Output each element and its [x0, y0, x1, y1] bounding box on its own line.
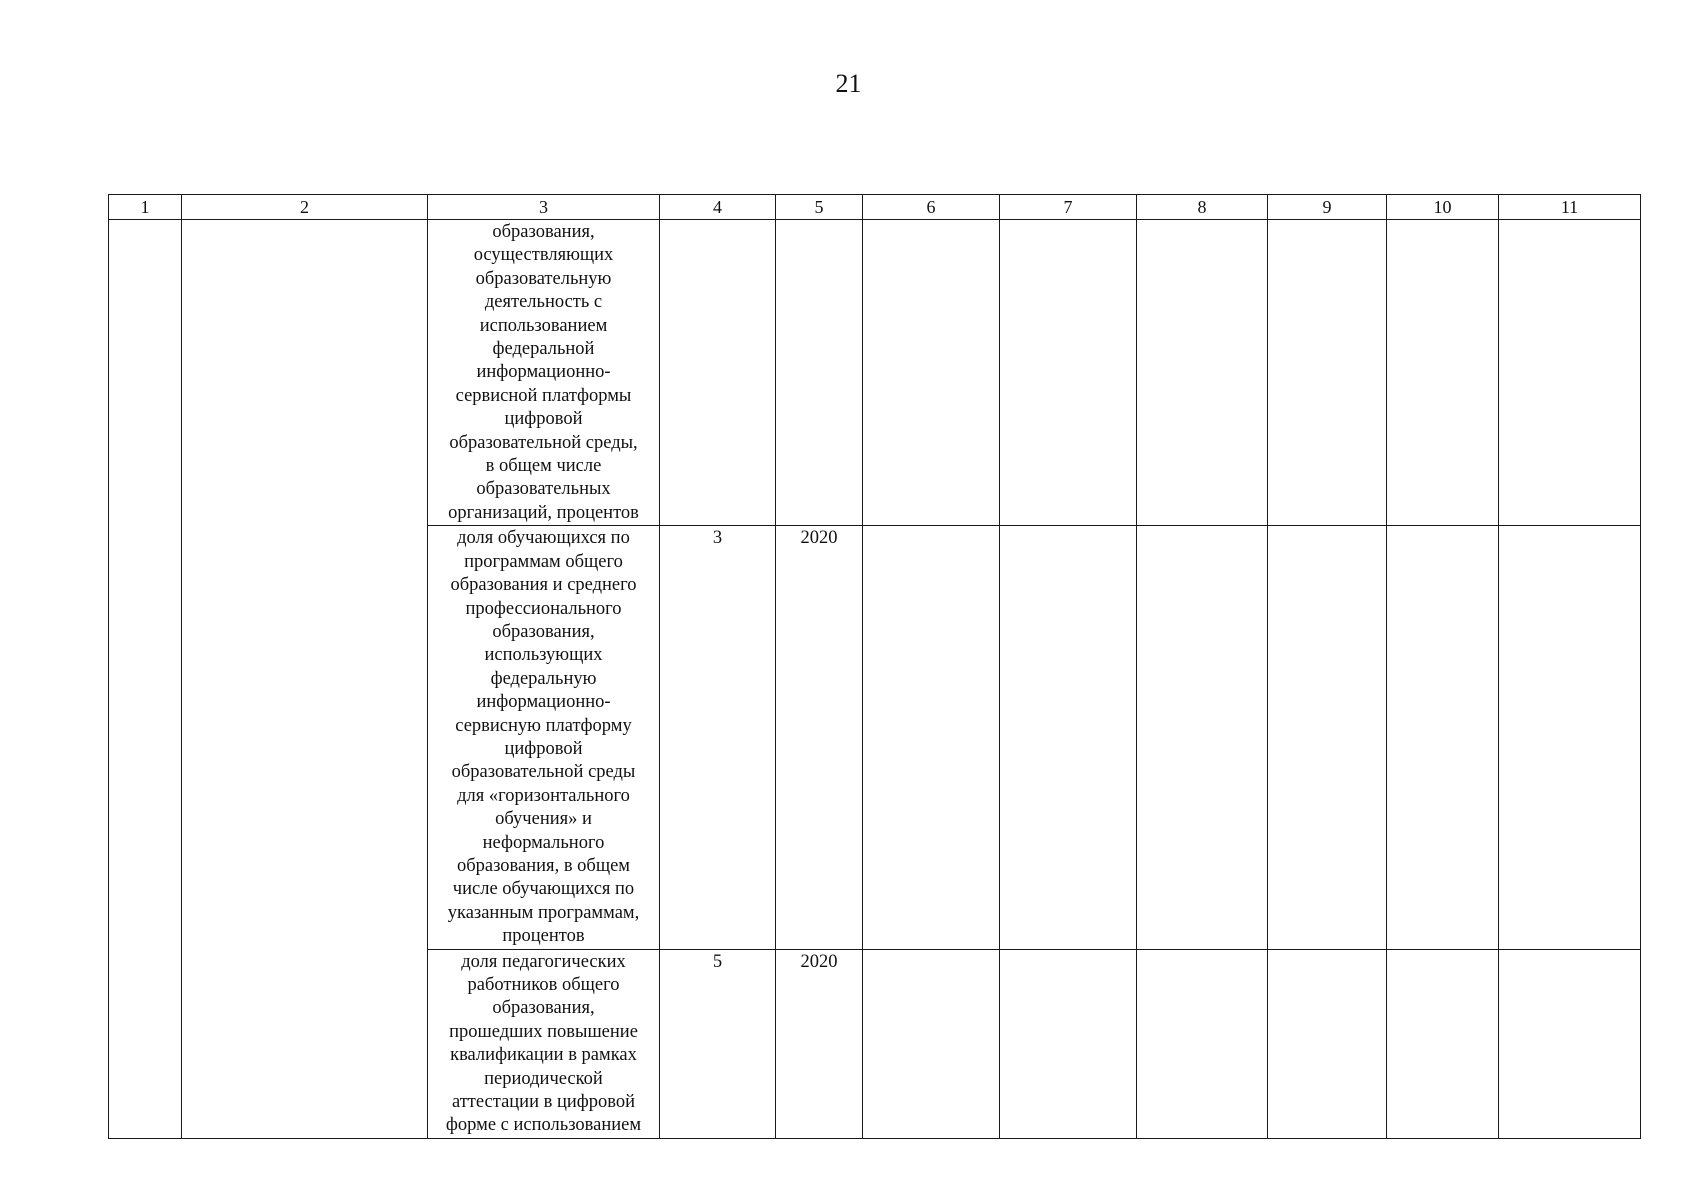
table-row [109, 220, 1641, 526]
cell-col8 [1137, 949, 1268, 1138]
cell-col4 [660, 220, 776, 526]
base-value-cell: 3 [660, 526, 776, 949]
column-header-11: 11 [1499, 195, 1641, 220]
cell-col9 [1268, 220, 1387, 526]
cell-col1 [109, 220, 182, 1139]
indicator-description: образования, осуществляющих образовательную деятельность с использованием федеральной информационно- сервисной платформы цифровой образовательной среды, в общем числе образовательных организаций, процентов [428, 220, 660, 526]
column-header-4: 4 [660, 195, 776, 220]
column-header-2: 2 [182, 195, 428, 220]
cell-col6 [863, 220, 1000, 526]
cell-col11 [1499, 526, 1641, 949]
column-header-3: 3 [428, 195, 660, 220]
cell-col8 [1137, 220, 1268, 526]
cell-col5 [776, 220, 863, 526]
column-number-row [109, 195, 1641, 220]
cell-col6 [863, 949, 1000, 1138]
base-year-cell: 2020 [776, 526, 863, 949]
column-header-6: 6 [863, 195, 1000, 220]
base-year-cell: 2020 [776, 949, 863, 1138]
cell-col10 [1387, 949, 1499, 1138]
cell-col2 [182, 220, 428, 1139]
column-header-1: 1 [109, 195, 182, 220]
cell-col10 [1387, 526, 1499, 949]
cell-col6 [863, 526, 1000, 949]
cell-col9 [1268, 526, 1387, 949]
indicator-description: доля педагогических работников общего образования, прошедших повышение квалификации в рамках периодической аттестации в цифровой форме с использованием [428, 949, 660, 1138]
page-number: 21 [835, 69, 862, 98]
indicators-table [108, 194, 1641, 1139]
cell-col7 [1000, 526, 1137, 949]
base-value-cell: 5 [660, 949, 776, 1138]
column-header-5: 5 [776, 195, 863, 220]
column-header-9: 9 [1268, 195, 1387, 220]
column-header-8: 8 [1137, 195, 1268, 220]
cell-col11 [1499, 220, 1641, 526]
cell-col11 [1499, 949, 1641, 1138]
column-header-7: 7 [1000, 195, 1137, 220]
cell-col7 [1000, 949, 1137, 1138]
cell-col8 [1137, 526, 1268, 949]
cell-col9 [1268, 949, 1387, 1138]
cell-col7 [1000, 220, 1137, 526]
cell-col10 [1387, 220, 1499, 526]
column-header-10: 10 [1387, 195, 1499, 220]
indicator-description: доля обучающихся по программам общего образования и среднего профессионального образования, использующих федеральную информационно- сервисную платформу цифровой образовательной среды для «горизонтального обучения» и неформального образования, в общем числе обучающихся по указанным программам, процентов [428, 526, 660, 949]
